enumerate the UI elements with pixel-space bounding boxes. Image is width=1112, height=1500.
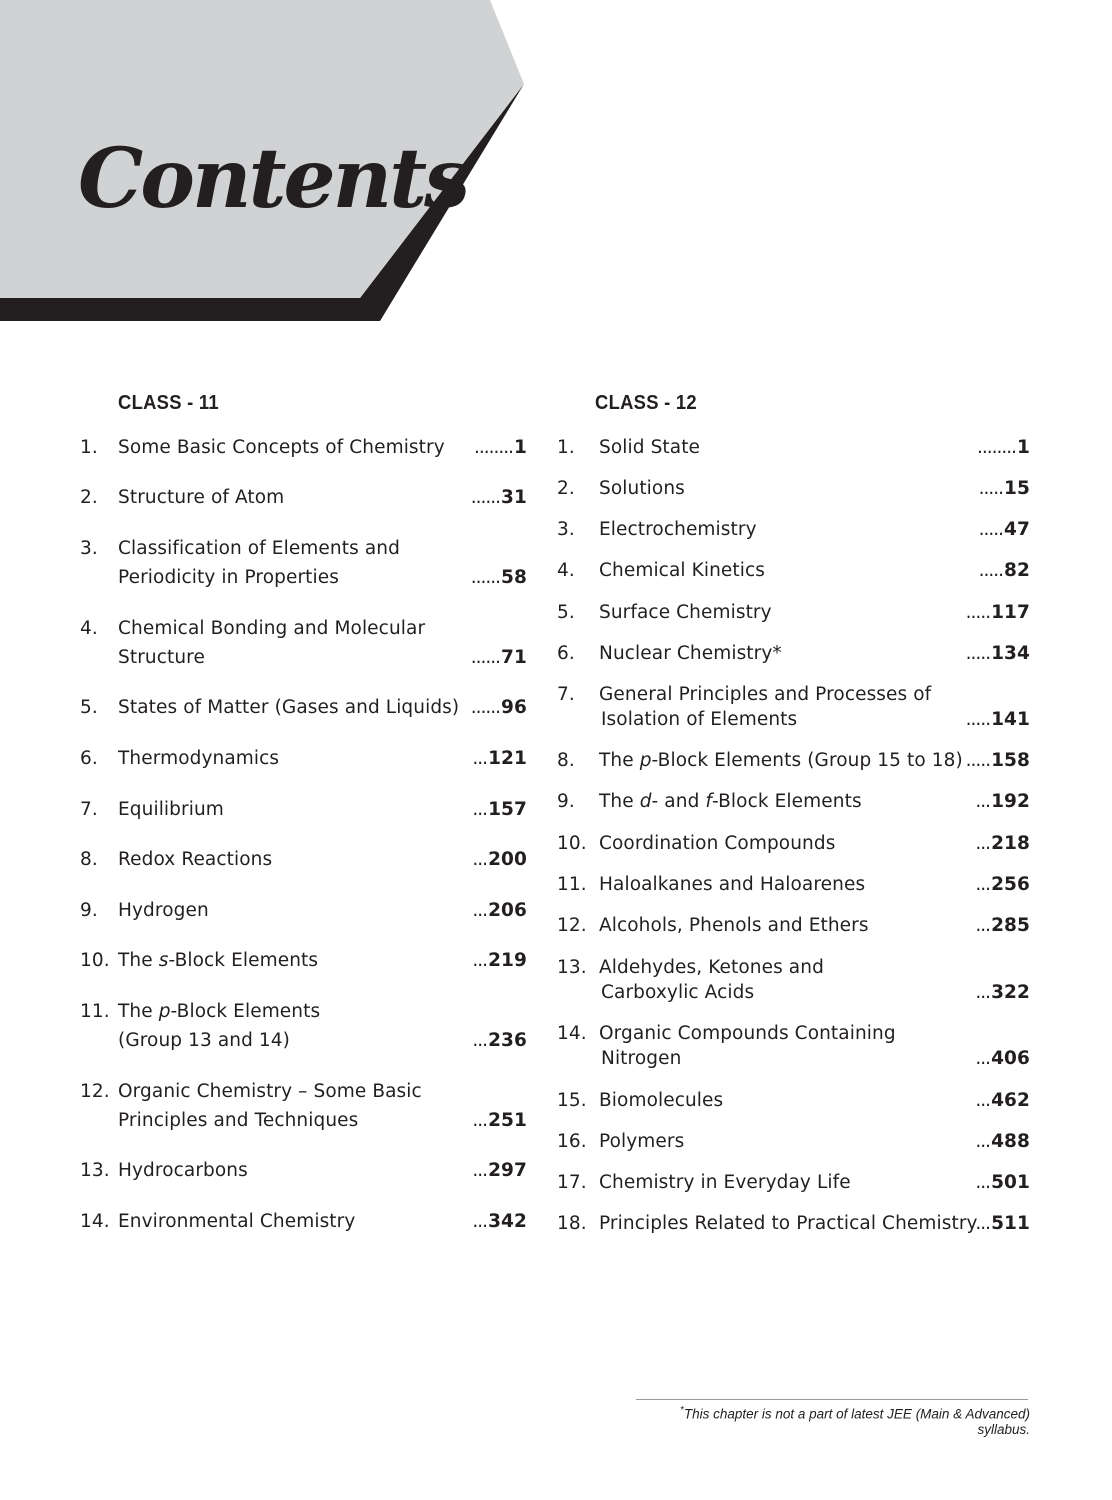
page-number: 47	[1004, 519, 1030, 540]
leader-dots: ...	[472, 849, 488, 870]
toc-entry	[80, 693, 527, 722]
page-number: 206	[488, 900, 527, 921]
page-number: 141	[991, 709, 1030, 730]
page-number: 200	[488, 849, 527, 870]
toc-entry-page	[979, 476, 1030, 501]
toc-entry-page	[975, 1046, 1030, 1071]
toc-entry-title-line: Organic Compounds Containing	[599, 1023, 896, 1044]
toc-entry	[80, 1207, 527, 1236]
leader-dots: ...	[472, 748, 488, 769]
toc-entry	[557, 1129, 1030, 1154]
toc-entry	[80, 1156, 527, 1185]
page-number: 285	[991, 915, 1030, 936]
toc-entry-title-line: Chemical Bonding and Molecular	[118, 618, 426, 639]
page-number: 1	[514, 437, 527, 458]
toc-entry-title-line: Carboxylic Acids	[601, 982, 755, 1003]
page-number: 192	[991, 791, 1030, 812]
toc-entry-number: 1.	[557, 437, 575, 458]
toc-entry-title-line: The s-Block Elements	[118, 950, 319, 971]
toc-entry-number: 14.	[80, 1211, 110, 1232]
page-number: 31	[501, 487, 527, 508]
toc-entry-title	[118, 693, 459, 722]
toc-entry-title-line: Hydrogen	[118, 900, 209, 921]
toc-entry-title	[599, 435, 700, 460]
toc-entry	[557, 435, 1030, 460]
footnote-text: This chapter is not a part of latest JEE (Main & Advanced) syllabus.	[683, 1406, 1030, 1437]
page-number: 15	[1004, 478, 1030, 499]
toc-entry	[557, 913, 1030, 938]
page-number: 218	[991, 833, 1030, 854]
toc-entry-number: 3.	[80, 538, 98, 559]
toc-entry	[80, 997, 527, 1055]
toc-entry-title	[599, 682, 931, 732]
page-number: 511	[991, 1213, 1030, 1234]
toc-entry-title-line: Solid State	[599, 437, 701, 458]
toc-entry-page	[977, 435, 1030, 460]
page-number: 256	[991, 874, 1030, 895]
toc-entry-title-line: Chemistry in Everyday Life	[599, 1172, 851, 1193]
toc-entry-title	[599, 1129, 684, 1154]
toc-entry-title-line: Electrochemistry	[599, 519, 757, 540]
toc-entry-title-line: Nuclear Chemistry*	[599, 643, 782, 664]
toc-entry-number: 18.	[557, 1213, 587, 1234]
toc-entry-title-line: Structure	[118, 647, 205, 668]
leader-dots: ...	[472, 900, 488, 921]
toc-entry-page	[975, 872, 1030, 897]
toc-entry-title-line: Aldehydes, Ketones and	[599, 957, 824, 978]
toc-entry-page	[472, 744, 527, 773]
toc-entry-title-line: Solutions	[599, 478, 685, 499]
class-11-heading: CLASS - 11	[118, 392, 219, 414]
toc-entry-title	[599, 913, 869, 938]
toc-entry-title-line: Biomolecules	[599, 1090, 724, 1111]
toc-entry-page	[471, 563, 527, 592]
page-number: 219	[488, 950, 527, 971]
page-number: 1	[1017, 437, 1030, 458]
toc-entry-title	[599, 1021, 896, 1071]
toc-entry-number: 12.	[80, 1081, 110, 1102]
toc-entry-title	[599, 558, 765, 583]
toc-entry	[80, 896, 527, 925]
leader-dots: ...	[975, 982, 991, 1003]
leader-dots: ........	[473, 437, 514, 458]
page-number: 58	[501, 567, 527, 588]
toc-entry	[80, 1077, 527, 1135]
page-number: 297	[488, 1160, 527, 1181]
leader-dots: .....	[965, 750, 991, 771]
toc-entry-page	[471, 483, 527, 512]
toc-entry-page	[472, 845, 527, 874]
toc-entry-number: 10.	[557, 833, 587, 854]
toc-entry	[80, 614, 527, 672]
page-number: 251	[488, 1110, 527, 1131]
toc-entry-title	[599, 517, 757, 542]
toc-entry-page	[975, 831, 1030, 856]
toc-entry-title-line: The d- and f-Block Elements	[599, 791, 862, 812]
toc-entry-title-line: General Principles and Processes of	[599, 684, 932, 705]
toc-entry-title	[599, 641, 782, 666]
leader-dots: ...	[975, 874, 991, 895]
toc-entry-title	[118, 433, 445, 462]
page-number: 342	[488, 1211, 527, 1232]
toc-entry-title	[118, 744, 279, 773]
toc-entry-title	[599, 872, 865, 897]
toc-entry-number: 16.	[557, 1131, 587, 1152]
toc-entry-page	[975, 789, 1030, 814]
toc-entry-number: 1.	[80, 437, 98, 458]
toc-entry-page	[975, 1170, 1030, 1195]
toc-entry	[557, 1088, 1030, 1113]
toc-entry-title-line: (Group 13 and 14)	[118, 1030, 290, 1051]
toc-entry-number: 9.	[80, 900, 98, 921]
toc-entry-title-line: Isolation of Elements	[601, 709, 798, 730]
toc-entry-page	[472, 896, 527, 925]
toc-entry-number: 6.	[557, 643, 575, 664]
toc-entry-title-line: Structure of Atom	[118, 487, 285, 508]
page-number: 322	[991, 982, 1030, 1003]
page-number: 134	[991, 643, 1030, 664]
page-number: 488	[991, 1131, 1030, 1152]
toc-entry	[80, 483, 527, 512]
leader-dots: .....	[978, 560, 1004, 581]
toc-entry	[80, 795, 527, 824]
toc-entry	[557, 517, 1030, 542]
leader-dots: ...	[472, 1030, 488, 1051]
leader-dots: ...	[472, 950, 488, 971]
toc-entry-title-line: Classification of Elements and	[118, 538, 400, 559]
toc-entry-title-line: Principles and Techniques	[118, 1110, 359, 1131]
toc-entry-title	[599, 600, 772, 625]
toc-entry-title-line: The p-Block Elements	[118, 1001, 321, 1022]
leader-dots: ......	[470, 487, 501, 508]
toc-entry	[557, 831, 1030, 856]
page-number: 96	[501, 697, 527, 718]
toc-entry-title	[118, 1156, 248, 1185]
toc-entry-title	[118, 534, 400, 592]
toc-entry-page	[474, 433, 527, 462]
toc-entry	[80, 433, 527, 462]
toc-entry-title	[599, 789, 862, 814]
toc-entry-title-line: Some Basic Concepts of Chemistry	[118, 437, 445, 458]
toc-entry	[557, 641, 1030, 666]
toc-entry-page	[472, 1026, 527, 1055]
toc-entry-number: 11.	[557, 874, 587, 895]
toc-entry-title	[118, 896, 209, 925]
toc-entry-title	[599, 476, 685, 501]
toc-entry-title-line: Hydrocarbons	[118, 1160, 248, 1181]
leader-dots: .....	[965, 709, 991, 730]
leader-dots: ...	[472, 1160, 488, 1181]
toc-entry-page	[472, 1207, 527, 1236]
toc-entry-number: 12.	[557, 915, 587, 936]
toc-entry-title-line: Coordination Compounds	[599, 833, 836, 854]
toc-entry-page	[975, 1129, 1030, 1154]
toc-entry-title-line: Thermodynamics	[118, 748, 280, 769]
toc-entry-title-line: Principles Related to Practical Chemistry	[599, 1213, 978, 1234]
toc-entry-title	[118, 1077, 422, 1135]
page-number: 501	[991, 1172, 1030, 1193]
toc-entry	[80, 845, 527, 874]
toc-entry-number: 5.	[557, 602, 575, 623]
toc-entry-title	[599, 1211, 978, 1236]
toc-entry-number: 17.	[557, 1172, 587, 1193]
footnote-divider	[636, 1399, 1028, 1400]
leader-dots: ...	[975, 791, 991, 812]
toc-entry-number: 3.	[557, 519, 575, 540]
toc-entry-title-line: States of Matter (Gases and Liquids)	[118, 697, 460, 718]
footnote-mark: *	[679, 1405, 684, 1416]
toc-entry-page	[471, 643, 527, 672]
toc-entry-title-line: Redox Reactions	[118, 849, 273, 870]
page-number: 157	[488, 799, 527, 820]
toc-entry	[80, 946, 527, 975]
toc-entry-title-line: Chemical Kinetics	[599, 560, 765, 581]
toc-entry-title	[118, 997, 320, 1055]
toc-entry-number: 7.	[557, 684, 575, 705]
toc-entry-number: 11.	[80, 1001, 110, 1022]
leader-dots: ......	[470, 697, 501, 718]
leader-dots: ...	[472, 799, 488, 820]
toc-entry	[557, 476, 1030, 501]
toc-entry	[557, 558, 1030, 583]
toc-entry-page	[966, 641, 1030, 666]
toc-entry-page	[966, 707, 1030, 732]
toc-entry-page	[471, 693, 527, 722]
toc-entry-page	[472, 946, 527, 975]
toc-entry-title-line: Surface Chemistry	[599, 602, 772, 623]
toc-entry	[557, 1021, 1030, 1071]
leader-dots: ...	[472, 1110, 488, 1131]
toc-entry-title-line: Nitrogen	[601, 1048, 682, 1069]
toc-entry-title	[118, 845, 272, 874]
toc-entry-title	[599, 831, 835, 856]
toc-entry-title-line: Environmental Chemistry	[118, 1211, 356, 1232]
leader-dots: .....	[965, 643, 991, 664]
toc-entry-title-line: Periodicity in Properties	[118, 567, 339, 588]
page-number: 82	[1004, 560, 1030, 581]
leader-dots: ...	[975, 1090, 991, 1111]
toc-entry-page	[975, 980, 1030, 1005]
toc-entry-number: 5.	[80, 697, 98, 718]
page-number: 236	[488, 1030, 527, 1051]
toc-entry-title	[118, 795, 224, 824]
toc-entry	[557, 748, 1030, 773]
leader-dots: ...	[975, 1048, 991, 1069]
toc-entry-page	[979, 517, 1030, 542]
toc-entry-number: 2.	[557, 478, 575, 499]
page-number: 406	[991, 1048, 1030, 1069]
page-number: 117	[991, 602, 1030, 623]
toc-entry-title-line: Alcohols, Phenols and Ethers	[599, 915, 869, 936]
toc-entry-title	[599, 955, 824, 1005]
leader-dots: ...	[975, 833, 991, 854]
toc-entry-title-line: Organic Chemistry – Some Basic	[118, 1081, 422, 1102]
toc-entry-title	[599, 748, 963, 773]
page-number: 71	[501, 647, 527, 668]
toc-entry-number: 13.	[557, 957, 587, 978]
leader-dots: ........	[976, 437, 1017, 458]
leader-dots: ...	[975, 1131, 991, 1152]
leader-dots: .....	[978, 519, 1004, 540]
toc-entry-number: 4.	[557, 560, 575, 581]
toc-entry-number: 4.	[80, 618, 98, 639]
toc-entry-page	[472, 795, 527, 824]
toc-entry-page	[975, 1088, 1030, 1113]
toc-entry-title	[599, 1170, 851, 1195]
toc-entry-page	[975, 913, 1030, 938]
class-12-heading: CLASS - 12	[595, 392, 697, 414]
toc-entry-page	[966, 748, 1030, 773]
leader-dots: .....	[965, 602, 991, 623]
toc-entry-number: 14.	[557, 1023, 587, 1044]
toc-entry-page	[472, 1156, 527, 1185]
toc-entry-number: 15.	[557, 1090, 587, 1111]
page-number: 462	[991, 1090, 1030, 1111]
leader-dots: ...	[975, 1213, 991, 1234]
toc-entry	[557, 600, 1030, 625]
toc-entry-page	[966, 600, 1030, 625]
toc-entry-page	[472, 1106, 527, 1135]
toc-entry-title-line: The p-Block Elements (Group 15 to 18)	[599, 750, 963, 771]
toc-entry-title	[118, 1207, 355, 1236]
footnote	[636, 1405, 1030, 1437]
toc-entry	[80, 534, 527, 592]
toc-entry-page	[979, 558, 1030, 583]
toc-entry-title	[118, 946, 318, 975]
toc-entry-title-line: Polymers	[599, 1131, 685, 1152]
page-title: Contents	[78, 131, 468, 227]
toc-entry	[557, 789, 1030, 814]
toc-entry-number: 7.	[80, 799, 98, 820]
page-number: 158	[991, 750, 1030, 771]
leader-dots: ......	[470, 567, 501, 588]
toc-entry-number: 10.	[80, 950, 110, 971]
leader-dots: ......	[470, 647, 501, 668]
leader-dots: ...	[975, 1172, 991, 1193]
toc-entry-title	[599, 1088, 723, 1113]
toc-entry	[557, 872, 1030, 897]
toc-entry-number: 6.	[80, 748, 98, 769]
toc-entry-page	[975, 1211, 1030, 1236]
toc-entry-title-line: Equilibrium	[118, 799, 224, 820]
toc-entry	[557, 682, 1030, 732]
toc-entry-title	[118, 614, 425, 672]
toc-entry	[557, 1211, 1030, 1236]
toc-entry-number: 2.	[80, 487, 98, 508]
toc-entry-number: 8.	[557, 750, 575, 771]
leader-dots: .....	[978, 478, 1004, 499]
toc-entry-number: 8.	[80, 849, 98, 870]
leader-dots: ...	[975, 915, 991, 936]
leader-dots: ...	[472, 1211, 488, 1232]
toc-entry	[557, 1170, 1030, 1195]
toc-entry-number: 13.	[80, 1160, 110, 1181]
page-number: 121	[488, 748, 527, 769]
toc-entry	[80, 744, 527, 773]
toc-entry	[557, 955, 1030, 1005]
toc-entry-title-line: Haloalkanes and Haloarenes	[599, 874, 866, 895]
toc-entry-number: 9.	[557, 791, 575, 812]
toc-entry-title	[118, 483, 284, 512]
